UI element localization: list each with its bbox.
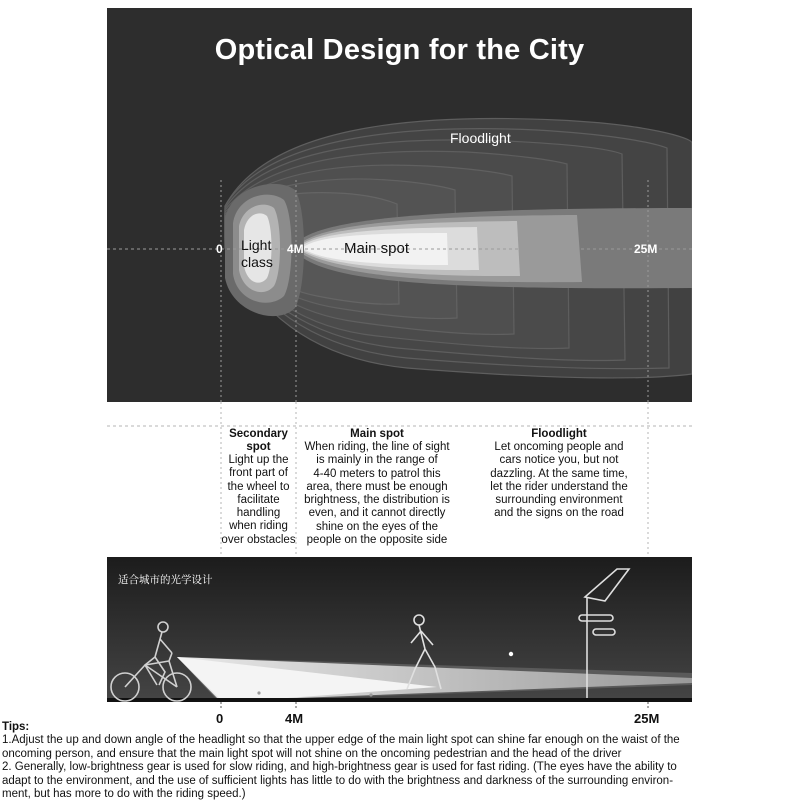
beam-pattern-graphic (107, 8, 692, 402)
ruler-label-4m: 4M (285, 711, 304, 726)
main-spot-column (296, 428, 458, 547)
description-line: shine on the eyes of the (315, 520, 439, 533)
beam-marker-0: 0 (216, 242, 223, 256)
secondary-spot-column (221, 428, 296, 547)
light-class-label (241, 237, 273, 271)
tip-line: ment, but has more to do with the riding speed.) (2, 788, 246, 801)
floodlight-heading: Floodlight (531, 428, 587, 440)
tips-label: Tips: (2, 721, 30, 733)
description-line: brightness, the distribution is (304, 494, 450, 507)
beam-marker-25m: 25M (634, 242, 658, 256)
tips-section (2, 721, 798, 801)
distance-ruler-ticks (0, 702, 800, 716)
secondary-spot-heading-line: spot (246, 441, 271, 453)
main-spot-heading: Main spot (350, 428, 404, 440)
ruler-label-25m: 25M (634, 711, 660, 726)
description-line: the wheel to (227, 480, 290, 493)
description-line: When riding, the line of sight (304, 441, 450, 453)
description-line: cars notice you, but not (499, 454, 619, 467)
description-line: over obstacles (221, 533, 296, 546)
description-line: when riding (229, 520, 288, 533)
floodlight-label: Floodlight (450, 130, 511, 146)
description-line: area, there must be enough (306, 480, 448, 493)
description-line: dazzling. At the same time, (490, 467, 628, 480)
floodlight-description (470, 441, 648, 521)
ground-marker-dot (257, 691, 260, 694)
floodlight-column (470, 428, 648, 521)
description-line: people on the opposite side (306, 534, 448, 547)
ground-marker-dot (369, 693, 372, 696)
main-spot-label: Main spot (344, 240, 410, 257)
tip-line: oncoming person, and ensure that the main light spot will not shine on the oncoming pedestrian and the head of the driver (2, 747, 622, 760)
description-line: and the signs on the road (494, 507, 624, 520)
description-line: facilitate (237, 493, 280, 506)
scene-caption: 适合城市的光学设计 (118, 574, 213, 586)
light-class-label-line1: Light (241, 237, 272, 253)
distant-light-dot (509, 652, 513, 656)
ruler-label-0: 0 (216, 711, 224, 726)
beam-marker-4m: 4M (287, 242, 304, 256)
secondary-spot-heading-line: Secondary (229, 428, 288, 440)
description-line: 4-40 meters to patrol this (313, 467, 441, 480)
tip-line: adapt to the environment, and the use of sufficient lights has little to do with the brightness and darkness of the surrounding environ- (2, 774, 674, 787)
tip-line: 2. Generally, low-brightness gear is used for slow riding, and high-brightness gear is used for fast riding. (The eyes have the ability to (2, 761, 677, 774)
tip-line: 1.Adjust the up and down angle of the headlight so that the upper edge of the main light spot can shine far enough on the waist of the (2, 734, 680, 747)
secondary-spot-description (221, 454, 296, 547)
description-line: even, and it cannot directly (308, 507, 446, 520)
beam-pattern-panel (107, 8, 692, 402)
light-class-label-line2: class (241, 254, 273, 270)
description-line: surrounding environment (495, 494, 623, 507)
description-line: is mainly in the range of (316, 454, 438, 467)
diagram-title: Optical Design for the City (214, 34, 585, 66)
description-line: Light up the (228, 454, 289, 466)
description-line: handling (236, 507, 281, 520)
description-line: front part of (229, 467, 288, 480)
secondary-spot-heading (221, 428, 296, 454)
description-line: let the rider understand the (490, 480, 628, 493)
main-spot-description (296, 441, 458, 547)
description-line: Let oncoming people and (494, 441, 624, 453)
